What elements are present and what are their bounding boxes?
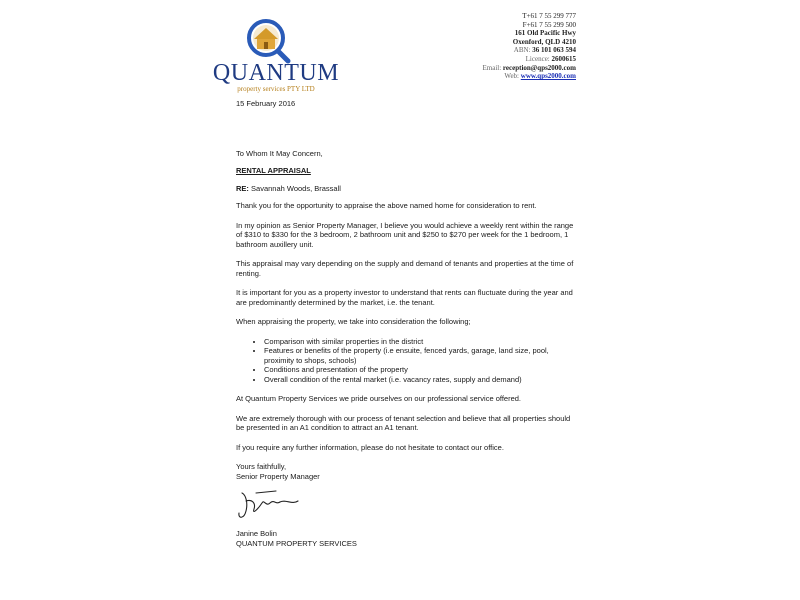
letter-date: 15 February 2016	[236, 99, 296, 108]
closing-title: Senior Property Manager	[236, 471, 320, 481]
paragraph-5: When appraising the property, we take into consideration the following;	[236, 317, 471, 326]
web-link[interactable]: www.qps2000.com	[520, 72, 576, 81]
list-item: • Comparison with similar properties in the district	[264, 337, 576, 347]
paragraph-1: Thank you for the opportunity to appraise the above named home for consideration to rent.	[236, 201, 537, 210]
licence-label: Licence:	[525, 54, 550, 63]
abn-line	[483, 46, 577, 55]
consideration-list	[236, 337, 576, 385]
fax-number: F+61 7 55 299 500	[522, 20, 576, 29]
web-label: Web:	[504, 72, 520, 81]
paragraph-7: We are extremely thorough with our process of tenant selection and believe that all properties should be presented in an A1 condition to attract an A1 tenant.	[236, 413, 571, 432]
address-line1: 161 Old Pacific Hwy	[514, 29, 576, 38]
company-logo	[206, 18, 346, 100]
logo-tagline: property services PTY LTD	[237, 85, 315, 93]
list-item: • Conditions and presentation of the property	[264, 365, 576, 375]
closing: Yours faithfully,	[236, 462, 287, 471]
list-item: • Features or benefits of the property (i.e ensuite, fenced yards, garage, land size, pool, proximity to shops, schools)	[264, 346, 576, 365]
paragraph-3: This appraisal may vary depending on the supply and demand of tenants and properties at the time of renting.	[236, 259, 574, 278]
signer-name: Janine Bolin	[236, 529, 277, 538]
phone-number: T+61 7 55 299 777	[522, 12, 576, 20]
contact-block	[483, 12, 577, 81]
signer-company: QUANTUM PROPERTY SERVICES	[236, 538, 357, 548]
letter-heading: RENTAL APPRAISAL	[236, 166, 311, 175]
letter-body	[236, 99, 576, 548]
logo-wordmark: QUANTUM	[212, 60, 340, 86]
paragraph-6: At Quantum Property Services we pride ourselves on our professional service offered.	[236, 394, 521, 403]
licence-line	[483, 55, 577, 64]
abn-value: 36 101 063 594	[532, 46, 576, 55]
salutation: To Whom It May Concern,	[236, 148, 323, 158]
paragraph-8: If you require any further information, please do not hesitate to contact our office.	[236, 442, 504, 452]
re-value: Savannah Woods, Brassall	[251, 183, 341, 193]
handwritten-signature	[236, 489, 306, 523]
web-line	[483, 72, 577, 81]
email-link[interactable]: reception@qps2000.com	[502, 63, 576, 72]
paragraph-2: In my opinion as Senior Property Manager, I believe you would achieve a weekly rent within the range of $310 to $330 for the 3 bedroom, 2 bathroom unit and $250 to $270 per week for the 1 bedroom, 1 bathroom auxillery unit.	[236, 220, 574, 249]
address-line2: Oxenford, QLD 4210	[512, 37, 576, 46]
list-item: • Overall condition of the rental market (i.e. vacancy rates, supply and demand)	[264, 375, 576, 385]
re-line	[236, 184, 576, 194]
magnifier-house-icon	[206, 18, 346, 66]
abn-label: ABN:	[513, 46, 531, 55]
paragraph-4: It is important for you as a property investor to understand that rents can fluctuate during the year and are predominantly determined by the market, i.e. the tenant.	[236, 288, 573, 307]
licence-value: 2600615	[551, 54, 576, 63]
email-line	[483, 64, 577, 73]
email-label: Email:	[482, 63, 502, 72]
re-label: RE:	[236, 183, 249, 193]
